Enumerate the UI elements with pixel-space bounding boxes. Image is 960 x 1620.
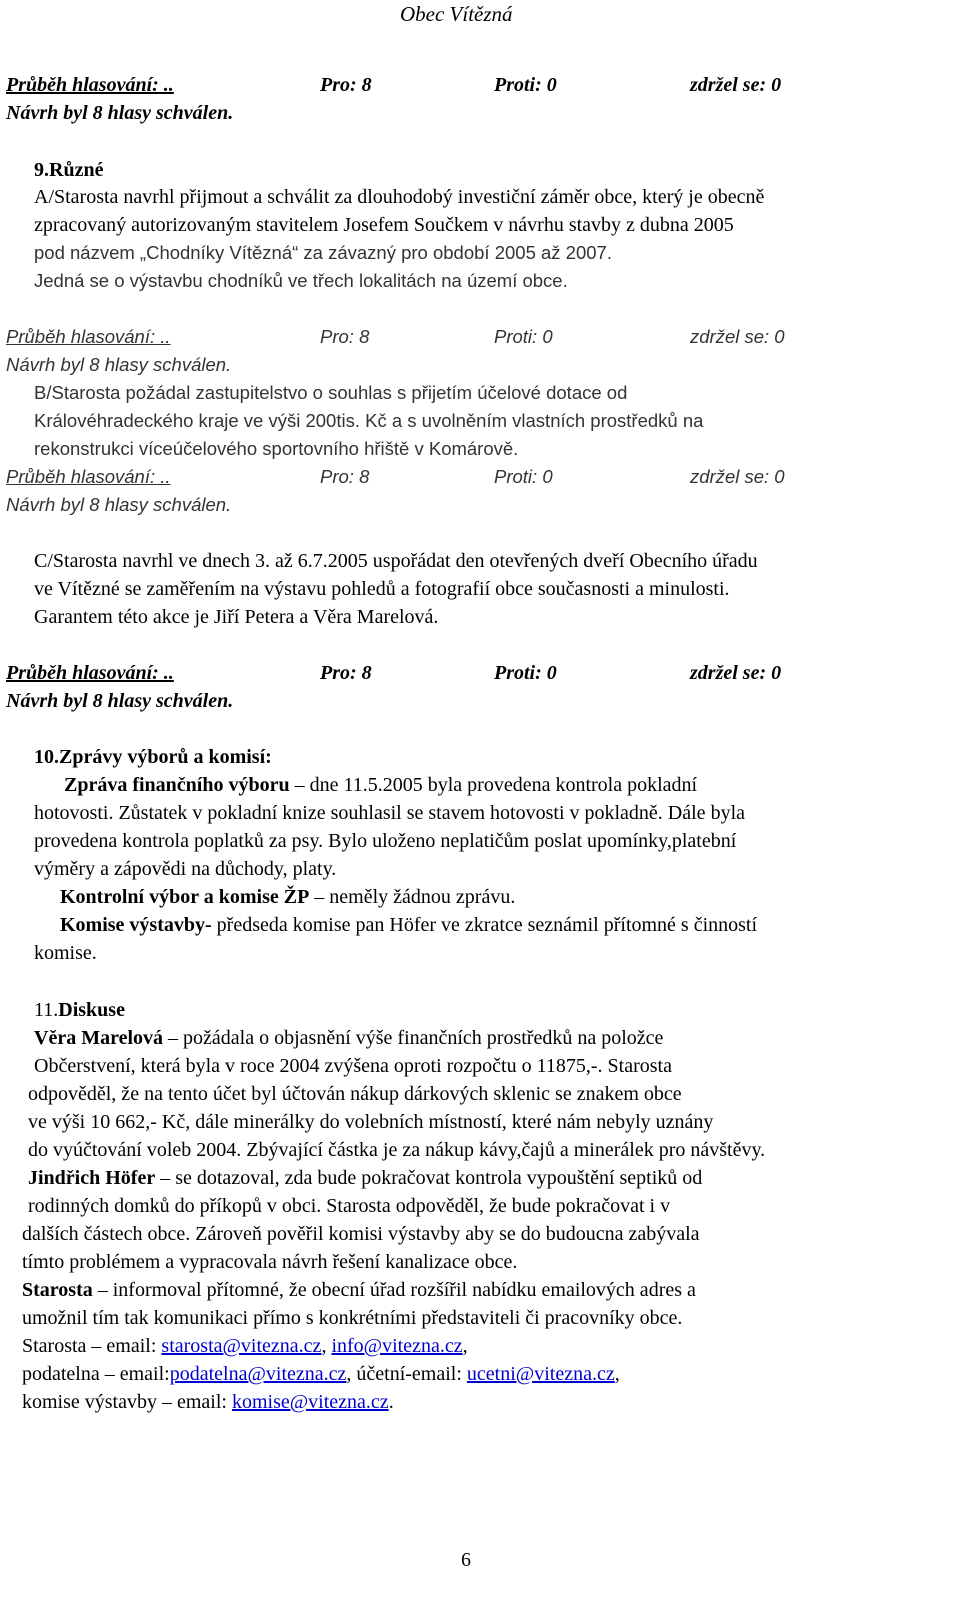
email-separator: , xyxy=(321,1335,332,1357)
vote-zdrzel: zdržel se: 0 xyxy=(690,326,785,347)
email-line xyxy=(22,1362,620,1386)
vote-record xyxy=(6,73,906,97)
report-title: Komise výstavby- xyxy=(60,914,212,936)
email-end: , xyxy=(462,1335,468,1357)
paragraph-line: pod názvem „Chodníky Vítězná“ za závazný pro období 2005 až 2007. xyxy=(34,242,612,263)
email-prefix: komise výstavby – email: xyxy=(22,1391,232,1413)
section-number: 9. xyxy=(34,159,49,181)
paragraph-line: rekonstrukci víceúčelového sportovního hřiště v Komárově. xyxy=(34,438,519,459)
report-text: předseda komise pan Höfer ve zkratce seznámil přítomné s činností xyxy=(211,914,758,936)
paragraph-line: ve Vítězné se zaměřením na výstavu pohledů a fotografií obce současnosti a minulosti. xyxy=(34,578,730,600)
paragraph-line: B/Starosta požádal zastupitelstvo o souhlas s přijetím účelové dotace od xyxy=(34,382,628,403)
paragraph-line xyxy=(60,913,757,937)
vote-zdrzel: zdržel se: 0 xyxy=(690,74,782,96)
report-title: Zpráva finančního výboru xyxy=(64,774,290,796)
paragraph-line: Jedná se o výstavbu chodníků ve třech lokalitách na území obce. xyxy=(34,270,568,291)
vote-record xyxy=(6,325,906,349)
section-9-heading xyxy=(34,158,103,182)
paragraph-line: odpověděl, že na tento účet byl účtován nákup dárkových sklenic se znakem obce xyxy=(28,1083,682,1105)
paragraph-line: dalších částech obce. Zároveň pověřil komisi výstavby aby se do budoucna zabývala xyxy=(22,1223,700,1245)
page-number: 6 xyxy=(461,1549,471,1571)
vote-label: Průběh hlasování: .. xyxy=(6,74,174,96)
email-link-ucetni[interactable]: ucetni@vitezna.cz xyxy=(466,1363,615,1385)
paragraph-line: Královéhradeckého kraje ve výši 200tis. Kč a s uvolněním vlastních prostředků na xyxy=(34,410,704,431)
section-number: 11. xyxy=(34,999,59,1021)
vote-pro: Pro: 8 xyxy=(320,662,372,684)
speaker-text: – se dotazoval, zda bude pokračovat kontrola vypouštění septiků od xyxy=(155,1167,703,1189)
speaker-name: Starosta xyxy=(22,1279,93,1301)
paragraph-line: zpracovaný autorizovaným stavitelem Josefem Součkem v návrhu stavby z dubna 2005 xyxy=(34,214,734,236)
speaker-name: Věra Marelová xyxy=(34,1027,164,1049)
paragraph-line: Garantem této akce je Jiří Petera a Věra Marelová. xyxy=(34,606,439,628)
email-prefix: Starosta – email: xyxy=(22,1335,162,1357)
paragraph-line: výměry a zápovědi na důchody, platy. xyxy=(34,858,337,880)
section-title: Různé xyxy=(49,159,104,181)
vote-proti: Proti: 0 xyxy=(494,326,553,347)
email-line xyxy=(22,1390,394,1414)
paragraph-line xyxy=(34,1026,663,1050)
paragraph-line: A/Starosta navrhl přijmout a schválit za dlouhodobý investiční záměr obce, který je obecně xyxy=(34,186,765,208)
vote-record xyxy=(6,661,906,685)
section-11-heading xyxy=(34,998,125,1022)
paragraph-line: C/Starosta navrhl ve dnech 3. až 6.7.2005 uspořádat den otevřených dveří Obecního úřadu xyxy=(34,550,758,572)
vote-record xyxy=(6,465,906,489)
report-title: Kontrolní výbor a komise ŽP xyxy=(60,886,310,908)
speaker-text: – informoval přítomné, že obecní úřad rozšířil nabídku emailových adres a xyxy=(92,1279,696,1301)
email-link-komise[interactable]: komise@vitezna.cz xyxy=(231,1391,389,1413)
paragraph-line: do vyúčtování voleb 2004. Zbývající částka je za nákup kávy,čajů a minerálek pro návštěvy. xyxy=(28,1139,766,1161)
paragraph-line: umožnil tím tak komunikaci přímo s konkrétními představiteli či pracovníky obce. xyxy=(22,1307,683,1329)
paragraph-line xyxy=(64,773,697,797)
vote-label: Průběh hlasování: .. xyxy=(6,466,171,487)
vote-zdrzel: zdržel se: 0 xyxy=(690,466,785,487)
section-title: Diskuse xyxy=(58,999,125,1021)
email-prefix: podatelna – email: xyxy=(22,1363,170,1385)
email-end: . xyxy=(388,1391,394,1413)
section-10-heading: 10.Zprávy výborů a komisí: xyxy=(34,746,272,768)
paragraph-line: hotovosti. Zůstatek v pokladní knize souhlasil se stavem hotovosti v pokladně. Dále byla xyxy=(34,802,745,824)
vote-pro: Pro: 8 xyxy=(320,74,372,96)
vote-result: Návrh byl 8 hlasy schválen. xyxy=(6,690,234,712)
vote-label: Průběh hlasování: .. xyxy=(6,326,171,347)
email-separator: , účetní-email: xyxy=(346,1363,467,1385)
email-line xyxy=(22,1334,468,1358)
vote-result: Návrh byl 8 hlasy schválen. xyxy=(6,102,234,124)
vote-label: Průběh hlasování: .. xyxy=(6,662,174,684)
speaker-name: Jindřich Höfer xyxy=(28,1167,156,1189)
paragraph-line xyxy=(28,1166,702,1190)
paragraph-line: provedena kontrola poplatků za psy. Bylo uloženo neplatičům poslat upomínky,platební xyxy=(34,830,737,852)
email-link-podatelna[interactable]: podatelna@vitezna.cz xyxy=(169,1363,347,1385)
report-text: – dne 11.5.2005 byla provedena kontrola pokladní xyxy=(289,774,698,796)
paragraph-line: rodinných domků do příkopů v obci. Starosta odpověděl, že bude pokračovat i v xyxy=(28,1195,671,1217)
paragraph-line: tímto problémem a vypracovala návrh řešení kanalizace obce. xyxy=(22,1251,518,1273)
vote-pro: Pro: 8 xyxy=(320,466,370,487)
email-link-starosta[interactable]: starosta@vitezna.cz xyxy=(161,1335,322,1357)
paragraph-line xyxy=(22,1278,696,1302)
paragraph-line xyxy=(60,885,515,909)
vote-result: Návrh byl 8 hlasy schválen. xyxy=(6,494,232,515)
paragraph-line: ve výši 10 662,- Kč, dále minerálky do volebních místností, které nám nebyly uznány xyxy=(28,1111,714,1133)
paragraph-line: komise. xyxy=(34,942,97,964)
speaker-text: – požádala o objasnění výše finančních prostředků na položce xyxy=(163,1027,664,1049)
vote-zdrzel: zdržel se: 0 xyxy=(690,662,782,684)
vote-proti: Proti: 0 xyxy=(494,662,557,684)
report-text: – neměly žádnou zprávu. xyxy=(309,886,516,908)
vote-result: Návrh byl 8 hlasy schválen. xyxy=(6,354,232,375)
vote-proti: Proti: 0 xyxy=(494,74,557,96)
email-link-info[interactable]: info@vitezna.cz xyxy=(331,1335,463,1357)
page-header: Obec Vítězná xyxy=(400,2,513,26)
email-end: , xyxy=(614,1363,620,1385)
paragraph-line: Občerstvení, která byla v roce 2004 zvýšena oproti rozpočtu o 11875,-. Starosta xyxy=(34,1055,672,1077)
vote-proti: Proti: 0 xyxy=(494,466,553,487)
vote-pro: Pro: 8 xyxy=(320,326,370,347)
